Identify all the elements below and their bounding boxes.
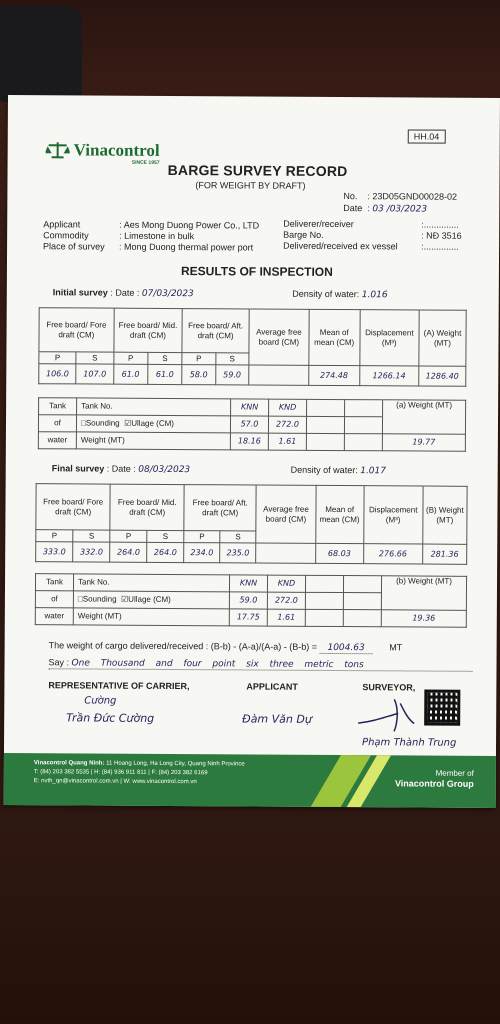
final-tank-total: 19.36 [381,610,466,628]
say-label: Say : [48,657,70,668]
barge-values [421,220,462,253]
footer-group: Vinacontrol Group [394,778,474,789]
final-tank-of: of [35,591,73,608]
initial-ps: P [39,352,76,364]
place-label: Place of survey [43,241,105,252]
final-value: 264.0 [110,542,147,562]
initial-value [249,365,309,385]
initial-tank-col: KND [269,399,307,416]
final-ps: S [220,531,256,543]
document-title: BARGE SURVEY RECORD [167,161,348,180]
final-date: 08/03/2023 [138,464,191,476]
initial-h-displacement: Displacement (M³) [360,310,420,366]
barge-block [283,219,398,253]
cargo-formula [49,640,403,653]
initial-ps: S [148,352,182,364]
initial-h-mean: Mean of mean (CM) [309,309,360,365]
record-date-label: Date [343,203,363,214]
initial-density: 1.016 [361,290,388,301]
vessel-label: Delivered/received ex vessel [283,240,398,252]
place-value: : Mong Duong thermal power port [119,241,254,253]
initial-value: 61.0 [148,364,182,384]
form-code: HH.04 [408,129,446,143]
final-density: 1.017 [360,466,387,477]
final-h-mid: Free board/ Mid. draft (CM) [110,484,184,530]
final-h-mean: Mean of mean (CM) [316,485,364,543]
deliverer-label: Deliverer/receiver [283,218,354,230]
brand-name: Vinacontrol [73,140,160,160]
final-tank-sounding [73,591,229,609]
initial-survey-line [53,287,388,300]
initial-ps: P [113,352,147,364]
footer-phones: T: (84) 203 382 5535 | H: (84) 936 911 811 | F: (84) 203 382 6169 [33,769,208,777]
final-value: 235.0 [220,543,256,563]
final-tank-water: water [35,608,73,625]
initial-ps: S [215,353,249,365]
final-date-label: : Date : [106,463,136,474]
initial-value: 1286.40 [419,366,466,386]
initial-ps: S [76,352,113,364]
initial-tank-total: 19.77 [382,434,465,452]
final-survey-label: Final survey [51,463,105,474]
applicant-values [119,220,259,254]
initial-value: 274.48 [308,365,359,385]
initial-value: 61.0 [113,364,147,384]
initial-weight-value: 1.61 [268,433,306,450]
initial-ps: P [182,353,216,365]
final-tank-label: Tank [35,574,73,591]
final-weight-value: 17.75 [229,609,267,626]
qr-code [424,690,460,726]
final-weight-value: 1.61 [267,609,305,626]
final-ps: P [110,530,147,542]
final-h-average: Average free board (CM) [256,485,316,543]
initial-h-weight: (A) Weight (MT) [419,310,466,366]
final-ps: P [184,531,220,543]
initial-weight-value: 18.16 [230,433,268,450]
carrier-signature: Cường [84,695,117,707]
initial-value: 58.0 [182,365,216,385]
final-h-displacement: Displacement (M³) [363,486,423,544]
document-subtitle: (FOR WEIGHT BY DRAFT) [195,180,306,191]
ullage-checkbox: ☑Ullage (CM) [124,418,174,429]
surveyor-name: Phạm Thành Trung [362,737,457,749]
final-h-aft: Free board/ Aft. draft (CM) [184,485,256,531]
initial-value: 1266.14 [359,366,418,386]
initial-tank-weight: Weight (MT) [76,432,230,450]
footer-member: Member of [435,768,474,778]
carrier-label: REPRESENTATIVE OF CARRIER, [48,680,190,692]
footer-company: Vinacontrol Quang Ninh: [33,760,105,767]
record-no-value: : 23D05GND00028-02 [367,191,458,202]
final-tank-weight: Weight (MT) [73,608,229,626]
scales-icon [46,141,70,159]
final-h-fore: Free board/ Fore draft (CM) [36,484,111,530]
carrier-name: Trần Đức Cường [66,711,155,725]
initial-ullage-value: 57.0 [230,416,268,433]
final-ullage-value: 59.0 [229,592,267,609]
ullage-checkbox: ☑Ullage (CM) [120,594,171,605]
initial-tank-of: of [38,415,76,432]
initial-tank-label: Tank [39,398,77,415]
final-tank-weight-label: (b) Weight (MT) [381,576,466,611]
vessel-value: :.............. [421,241,459,252]
results-title: RESULTS OF INSPECTION [180,264,333,279]
footer-address: 11 Hoang Long, Ha Long City, Quang Ninh Province [104,760,245,768]
final-value: 234.0 [184,543,220,563]
pouch-background [0,6,82,102]
formula-text: The weight of cargo delivered/received : (B-b) - (A-a)/(A-a) - (B-b) = [48,640,318,652]
final-tank-table [35,573,467,628]
final-ps: P [36,530,73,542]
final-tank-col: KND [267,575,305,592]
final-value: 264.0 [147,542,184,562]
initial-h-mid: Free board/ Mid. draft (CM) [114,308,183,352]
initial-tank-sounding [76,415,230,433]
initial-value: 106.0 [39,364,76,384]
initial-density-label: Density of water: [292,288,360,300]
initial-h-average: Average free board (CM) [249,309,309,365]
cargo-unit: MT [389,642,403,653]
barge-label: Barge No. [283,229,324,240]
footer-web: E: nvth_qn@vinacontrol.com.vn | W: www.vinacontrol.com.vn [33,778,197,786]
initial-value: 59.0 [215,365,249,385]
applicant-name: Đàm Văn Dự [242,712,312,726]
surveyor-signature [354,693,424,733]
initial-tank-col: KNN [231,399,269,416]
initial-tank-water: water [38,432,76,449]
record-date [343,203,427,215]
initial-draft-table [38,307,466,387]
say-value: One Thousand and four point six three metric tons [71,658,364,671]
applicant-block [43,219,105,252]
applicant-label-sig: APPLICANT [246,681,298,692]
initial-tank-no: Tank No. [77,398,231,416]
footer-contact [34,759,245,787]
deliverer-value: :.............. [421,219,459,230]
commodity-label: Commodity [43,230,89,241]
final-survey-line [52,463,386,476]
initial-survey-label: Initial survey [52,287,108,298]
final-value: 68.03 [315,543,363,563]
footer [4,753,496,808]
record-no-label: No. [343,191,358,202]
initial-h-fore: Free board/ Fore draft (CM) [39,308,114,352]
initial-tank-weight-label: (a) Weight (MT) [382,400,465,435]
final-tank-no: Tank No. [73,574,229,592]
sounding-checkbox: □Sounding [77,594,117,604]
final-draft-table [35,483,467,565]
final-h-weight: (B) Weight (MT) [423,486,468,544]
record-date-colon: : [367,203,370,214]
initial-ullage-value: 272.0 [268,416,306,433]
final-tank-col: KNN [229,575,267,592]
final-value: 276.66 [363,544,422,564]
applicant-label: Applicant [43,219,81,230]
brand-since: SINCE 1957 [131,159,160,166]
initial-value: 107.0 [76,364,113,384]
final-ps: S [147,530,184,542]
footer-membership [395,767,474,789]
surveyor-label: SURVEYOR, [362,682,416,693]
initial-date-label: : Date : [110,287,140,298]
initial-h-aft: Free board/ Aft. draft (CM) [182,309,249,353]
initial-tank-table [38,397,466,452]
cargo-weight: 1004.63 [319,643,372,654]
barge-value: : NĐ 3516 [421,230,462,241]
record-date-value: 03 /03/2023 [372,204,428,215]
final-value [256,543,316,563]
final-ps: S [73,530,110,542]
record-number [343,191,457,202]
final-value: 332.0 [73,542,110,562]
commodity-value: : Limestone in bulk [119,230,195,242]
initial-date: 07/03/2023 [141,288,194,300]
final-ullage-value: 272.0 [267,592,305,609]
say-line [48,657,472,672]
document-page [4,95,500,808]
final-value: 333.0 [36,542,73,562]
final-density-label: Density of water: [290,464,358,476]
final-value: 281.36 [422,544,466,564]
applicant-value: : Aes Mong Duong Power Co., LTD [119,219,260,231]
sounding-checkbox: □Sounding [80,418,120,428]
